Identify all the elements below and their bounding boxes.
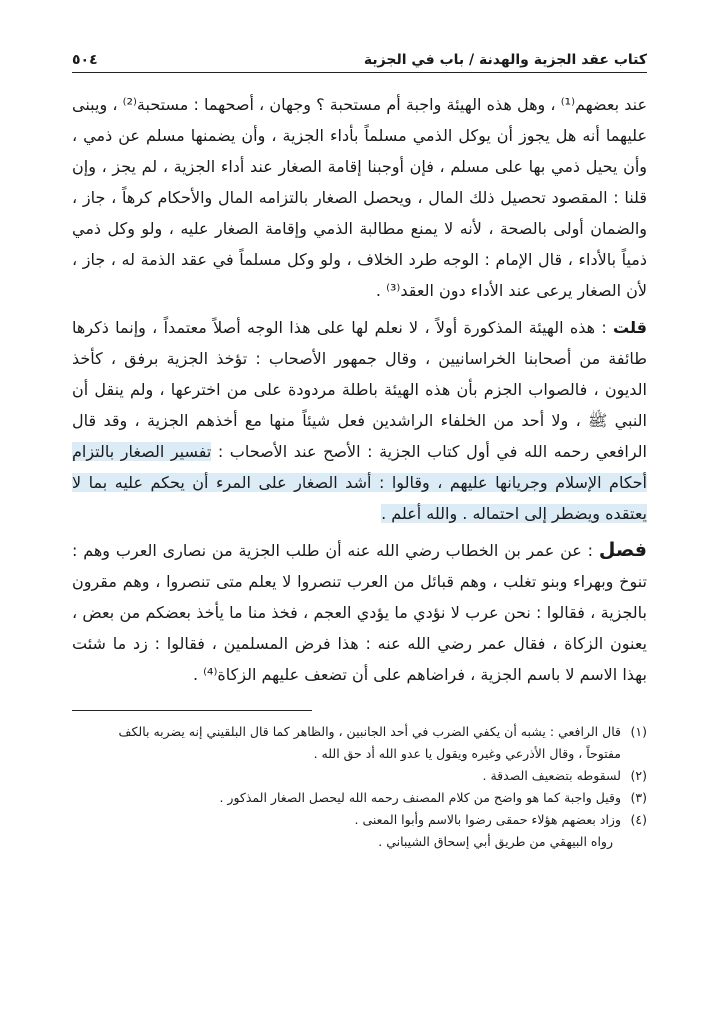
footnote-2: [72, 765, 647, 787]
header-title: كتاب عقد الجزية والهدنة / باب في الجزية: [363, 52, 647, 68]
footnote-divider: [72, 710, 312, 711]
page-number: ٥٠٤: [72, 52, 98, 68]
highlighted-text[interactable]: تفسير الصغار بالتزام أحكام الإسلام وجريانها عليهم ، وقالوا : أشد الصغار على المرء أن يحكم عليه بما لا يعتقده ويضطر إلى احتماله . والله أعلم .: [72, 442, 647, 523]
paragraph-3-text: : عن عمر بن الخطاب رضي الله عنه أن طلب الجزية من نصارى العرب وهم : تنوخ وبهراء وبنو تغلب ، وهم قبائل من العرب تنصروا لا يعلم متى تنصروا ، وهم مقرون بالجزية ، فقالوا : نحن عرب لا نؤدي ما يؤدي العجم ، فخذ منا ما يأخذ بعضكم من بعض ، يعنون الزكاة ، فقال عمر رضي الله عنه : هذا فرض المسلمين ، فقالوا : زد ما شئت بهذا الاسم لا باسم الجزية ، فراضاهم على أن تضعف عليهم الزكاة⁽⁴⁾ .: [72, 541, 647, 684]
paragraph-2: [72, 312, 647, 529]
running-header: [72, 52, 647, 73]
footnotes: [72, 721, 647, 853]
fasl-heading: فصل: [598, 539, 647, 561]
footnote-number: (١): [630, 724, 647, 739]
paragraph-3: [72, 535, 647, 690]
footnote-3: [72, 787, 647, 809]
footnote-1-continuation: مفتوحاً ، وقال الأذرعي وغيره ويقول يا عدو الله أد حق الله .: [313, 746, 621, 761]
footnote-text: لسقوطه بتضعيف الصدقة .: [482, 768, 621, 783]
footnote-number: (٣): [630, 790, 647, 805]
paragraph-1: عند بعضهم⁽¹⁾ ، وهل هذه الهيئة واجبة أم مستحبة ؟ وجهان ، أصحهما : مستحبة⁽²⁾ ، ويبنى عليهما أنه هل يجوز أن يوكل الذمي مسلماً بأداء الجزية ، وأن يضمنها مسلم عن ذمي ، وأن يحيل ذمي بها على مسلم ، فإن أوجبنا إقامة الصغار عند أداء الجزية ، لم يجز ، وإن قلنا : المقصود تحصيل ذلك المال ، ويحصل الصغار بالتزامه المال والأحكام كرهاً ، جاز ، والضمان أولى بالصحة ، لأنه لا يمنع مطالبة الذمي وإقامة الصغار عليه ، ولو وكل ذمي ذمياً بالأداء ، قال الإمام : الوجه طرد الخلاف ، ولو وكل مسلماً في عقد الذمة له ، جاز ، لأن الصغار يرعى عند الأداء دون العقد⁽³⁾ .: [72, 95, 647, 300]
footnote-number: (٢): [630, 768, 647, 783]
footnote-number: (٤): [630, 812, 647, 827]
footnote-text: قال الرافعي : يشبه أن يكفي الضرب في أحد الجانبين ، والظاهر كما قال البلقيني إنه يضربه بالكف: [118, 724, 621, 739]
footnote-4: [72, 809, 647, 831]
paragraph-2-text: : هذه الهيئة المذكورة أولاً ، لا نعلم لها على هذا الوجه أصلاً معتمداً ، وإنما ذكرها طائفة من أصحابنا الخراسانيين ، وقال جمهور الأصحاب : تؤخذ الجزية برفق ، كأخذ الديون ، فالصواب الجزم بأن هذه الهيئة باطلة مردودة على من اخترعها ، ولم ينقل أن النبي ﷺ ، ولا أحد من الخلفاء الراشدين فعل شيئاً منها مع أخذهم الجزية ، وقد قال الرافعي رحمه الله في أول كتاب الجزية : الأصح عند الأصحاب :: [72, 318, 647, 461]
qultu-lead: قلت: [613, 318, 647, 337]
footnote-1: [72, 721, 647, 743]
footnote-4-continuation: رواه البيهقي من طريق أبي إسحاق الشيباني .: [378, 834, 613, 849]
footnote-text: وقيل واجبة كما هو واضح من كلام المصنف رحمه الله ليحصل الصغار المذكور .: [219, 790, 621, 805]
footnote-text: وزاد بعضهم هؤلاء حمقى رضوا بالاسم وأبوا المعنى .: [354, 812, 621, 827]
